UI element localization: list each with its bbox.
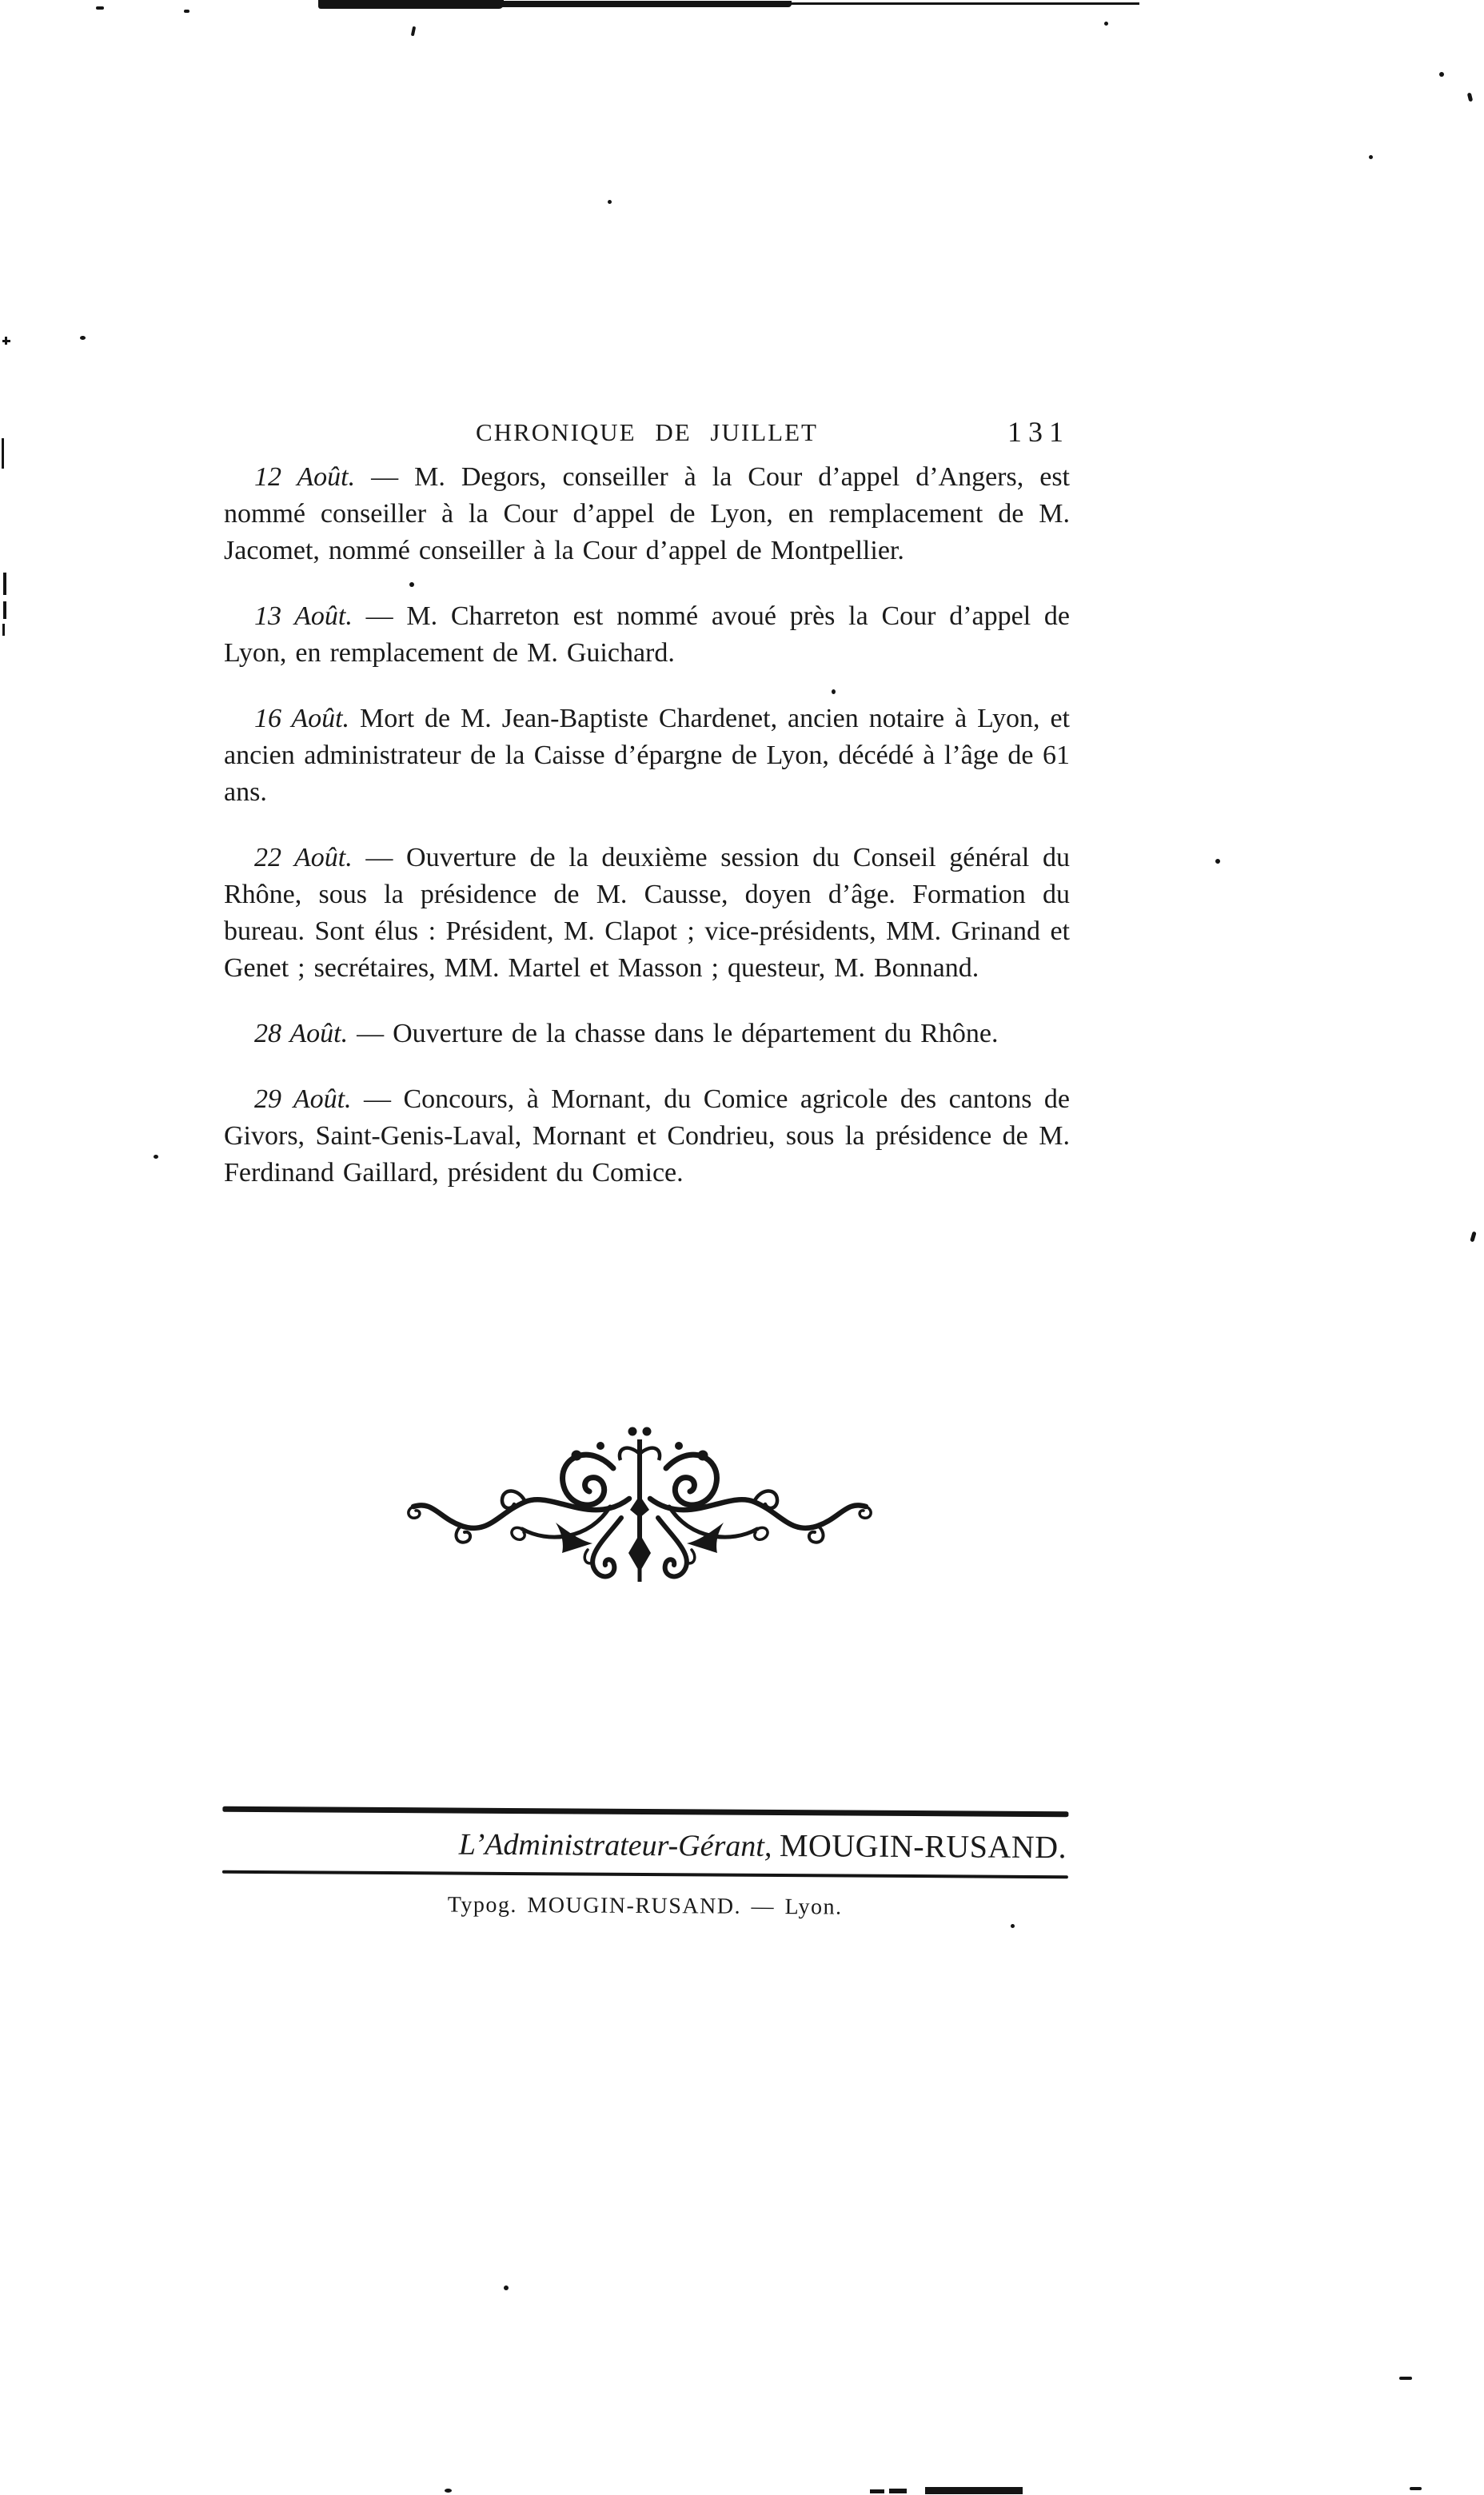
scan-speck [1399, 2377, 1412, 2380]
scan-speck [870, 2489, 884, 2493]
footer-rule-top [222, 1806, 1068, 1817]
running-title: CHRONIQUE DE JUILLET [476, 418, 818, 446]
entry-separator: — [352, 843, 407, 872]
scan-speck [1439, 72, 1444, 77]
chronicle-entry [224, 598, 1070, 672]
chronicle-entry [224, 1081, 1070, 1192]
scan-speck [409, 582, 414, 587]
page-footer [222, 1806, 1069, 1922]
entry-separator: — [352, 601, 407, 631]
scan-edge-bar [925, 2487, 1023, 2494]
scan-speck [5, 337, 7, 345]
entry-separator: — [355, 462, 415, 492]
entry-date: 12 Août. [254, 462, 356, 492]
chronicle-entry [224, 701, 1070, 811]
entry-text: M. Degors, conseiller à la Cour d’appel d’Angers, est nommé conseiller à la Cour d’appel de Lyon, en remplacement de M. Jacomet, nommé conseiller à la Cour d’appel de Montpellier. [224, 462, 1070, 565]
chronicle-entry [224, 840, 1070, 987]
scan-speck [154, 1155, 158, 1159]
entry-text: M. Charreton est nommé avoué près la Cour d’appel de Lyon, en remplacement de M. Guichard. [224, 601, 1070, 668]
scan-speck [832, 689, 836, 694]
administrator-line [222, 1823, 1068, 1866]
scan-smudge [480, 1, 792, 7]
scan-margin-line [2, 624, 5, 636]
scan-speck [96, 6, 104, 10]
scan-speck [608, 200, 612, 204]
entry-separator: — [351, 1084, 404, 1114]
scan-margin-line [3, 573, 6, 595]
entry-text: Mort de M. Jean-Baptiste Chardenet, ancien notaire à Lyon, et ancien administrateur de la Caisse d’épargne de Lyon, décédé à l’âge de 61 ans. [224, 704, 1071, 807]
entry-text: Ouverture de la deuxième session du Conseil général du Rhône, sous la présidence de M. Causse, doyen d’âge. Formation du bureau. Sont élus : Président, M. Clapot ; vice-présidents, MM. Grinand et Genet ; secrétaires, MM. Martel et Masson ; questeur, M. Bonnand. [224, 843, 1070, 983]
administrator-name: MOUGIN-RUSAND. [779, 1827, 1067, 1866]
entry-date: 28 Août. [254, 1019, 349, 1048]
entry-date: 13 Août. [254, 601, 353, 631]
scan-speck [504, 2285, 509, 2290]
scan-smudge [318, 0, 504, 9]
scan-speck [889, 2489, 907, 2493]
page-number: 131 [1007, 416, 1070, 448]
entry-date: 16 Août. [254, 704, 350, 733]
entry-separator [349, 704, 360, 733]
chronicle-entry [224, 459, 1070, 569]
scan-smudge [788, 2, 1139, 5]
chronicle-entry [224, 1016, 1070, 1052]
administrator-label: L’Administrateur-Gérant, [458, 1827, 772, 1863]
imprint-line: Typog. MOUGIN-RUSAND. — Lyon. [447, 1892, 843, 1920]
scan-speck [445, 2489, 452, 2493]
scan-speck [80, 336, 86, 340]
scan-speck [1467, 93, 1474, 102]
scan-speck [1104, 22, 1108, 26]
scan-margin-line [2, 438, 4, 469]
scan-speck [1011, 1924, 1015, 1928]
scan-speck [1215, 859, 1220, 864]
entry-text: Ouverture de la chasse dans le département du Rhône. [393, 1019, 999, 1048]
scan-speck [1369, 155, 1373, 159]
entry-separator: — [348, 1019, 393, 1048]
scan-speck [184, 10, 189, 13]
entry-date: 22 Août. [254, 843, 353, 872]
chronicle-text-block [224, 459, 1070, 1220]
footer-rule-bottom [222, 1870, 1068, 1878]
scan-speck [411, 26, 416, 37]
scan-speck [1410, 2487, 1422, 2490]
entry-date: 29 Août. [254, 1084, 352, 1114]
entry-text: Concours, à Mornant, du Comice agricole des cantons de Givors, Saint-Genis-Laval, Mornant et Condrieu, sous la présidence de M. Ferdinand Gaillard, président du Comice. [224, 1084, 1070, 1188]
scan-speck [1470, 1232, 1476, 1243]
flourish-icon [404, 1422, 876, 1586]
ornament-vignette [404, 1422, 876, 1586]
page-header [224, 418, 1070, 452]
scan-margin-line [3, 601, 6, 619]
